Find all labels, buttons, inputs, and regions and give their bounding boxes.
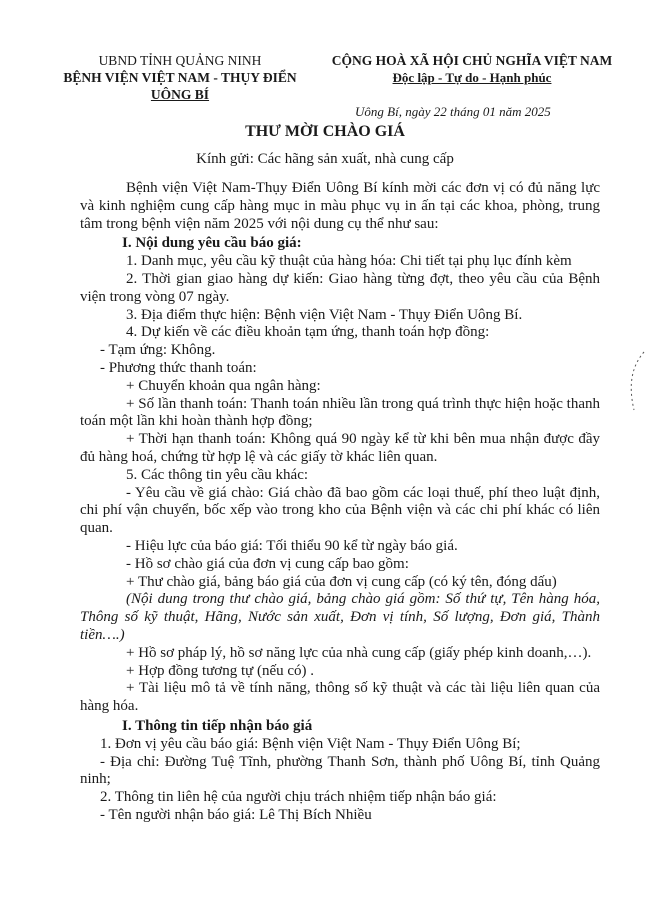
intro-paragraph: Bệnh viện Việt Nam-Thụy Điển Uông Bí kính mời các đơn vị có đủ năng lực và kinh nghiệm cung cấp hàng mục in màu phục vụ in ấn tại các khoa, phòng, trung tâm trong bệnh viện năm 2025 với nội dung cụ thể như sau: (80, 180, 600, 232)
body-paragraph: - Hiệu lực của báo giá: Tối thiểu 90 kể từ ngày báo giá. (126, 537, 458, 554)
body-paragraph: - Yêu cầu về giá chào: Giá chào đã bao gồm các loại thuế, phí theo luật định, chi phí vận chuyển, bốc xếp vào trong kho của Bệnh viện và các chi phí khác có liên quan. (80, 484, 600, 537)
document-body (80, 180, 600, 825)
body-paragraph: + Tài liệu mô tả về tính năng, thông số kỹ thuật và các tài liệu liên quan của hàng hóa. (80, 680, 600, 715)
body-paragraph: - Phương thức thanh toán: (100, 359, 257, 376)
body-paragraph: + Hợp đồng tương tự (nếu có) . (126, 662, 315, 679)
issuer-block (60, 52, 300, 103)
national-heading (322, 52, 622, 86)
national-motto: Độc lập - Tự do - Hạnh phúc (392, 70, 552, 85)
hospital-name: BỆNH VIỆN VIỆT NAM - THỤY ĐIỂN (63, 70, 297, 85)
body-paragraph: + Hồ sơ pháp lý, hồ sơ năng lực của nhà cung cấp (giấy phép kinh doanh,…). (126, 644, 592, 661)
body-paragraph: 4. Dự kiến về các điều khoản tạm ứng, thanh toán hợp đồng: (126, 324, 490, 341)
body-paragraph: - Tạm ứng: Không. (100, 342, 216, 359)
margin-mark (618, 348, 648, 418)
body-paragraph: - Hồ sơ chào giá của đơn vị cung cấp bao gồm: (126, 555, 409, 572)
parent-org: UBND TỈNH QUẢNG NINH (98, 53, 262, 68)
body-paragraph: - Địa chỉ: Đường Tuệ Tĩnh, phường Thanh Sơn, thành phố Uông Bí, tỉnh Quảng ninh; (80, 753, 600, 788)
body-paragraph: + Số lần thanh toán: Thanh toán nhiều lần trong quá trình thực hiện hoặc thanh toán một lần khi hoàn thành hợp đồng; (80, 395, 600, 430)
body-paragraph: 3. Địa điểm thực hiện: Bệnh viện Việt Nam - Thụy Điển Uông Bí. (126, 306, 523, 323)
body-paragraph: 2. Thời gian giao hàng dự kiến: Giao hàng từng đợt, theo yêu cầu của Bệnh viện trong vòng 07 ngày. (80, 270, 600, 305)
body-paragraph: + Thời hạn thanh toán: Không quá 90 ngày kể từ khi bên mua nhận được đầy đủ hàng hoá, chứng từ hợp lệ và các giấy tờ khác liên quan. (80, 431, 600, 465)
section-heading: I. Thông tin tiếp nhận báo giá (122, 717, 313, 734)
body-paragraph: 5. Các thông tin yêu cầu khác: (126, 466, 309, 483)
body-paragraph: 1. Đơn vị yêu cầu báo giá: Bệnh viện Việt Nam - Thụy Điển Uông Bí; (100, 735, 521, 752)
section-heading: I. Nội dung yêu cầu báo giá: (122, 235, 302, 252)
italic-note: (Nội dung trong thư chào giá, bảng chào giá gồm: Số thứ tự, Tên hàng hóa, Thông số kỹ thuật, Hãng, Nước sản xuất, Đơn vị tính, Số lượng, Đơn giá, Thành tiền….) (80, 591, 600, 643)
nation-name: CỘNG HOÀ XÃ HỘI CHỦ NGHĨA VIỆT NAM (331, 53, 613, 68)
body-paragraph: - Tên người nhận báo giá: Lê Thị Bích Nhiều (100, 806, 372, 823)
document-title: THƯ MỜI CHÀO GIÁ (245, 123, 405, 140)
addressee: Kính gửi: Các hãng sản xuất, nhà cung cấp (196, 151, 454, 167)
body-paragraph: + Chuyển khoản qua ngân hàng: (126, 377, 321, 394)
hospital-name-line2: UÔNG BÍ (150, 87, 210, 102)
date-line: Uông Bí, ngày 22 tháng 01 năm 2025 (355, 104, 551, 119)
body-paragraph: 1. Danh mục, yêu cầu kỹ thuật của hàng hóa: Chi tiết tại phụ lục đính kèm (126, 253, 572, 270)
body-paragraph: 2. Thông tin liên hệ của người chịu trách nhiệm tiếp nhận báo giá: (100, 789, 497, 806)
body-paragraph: + Thư chào giá, bảng báo giá của đơn vị cung cấp (có ký tên, đóng dấu) (126, 573, 557, 590)
